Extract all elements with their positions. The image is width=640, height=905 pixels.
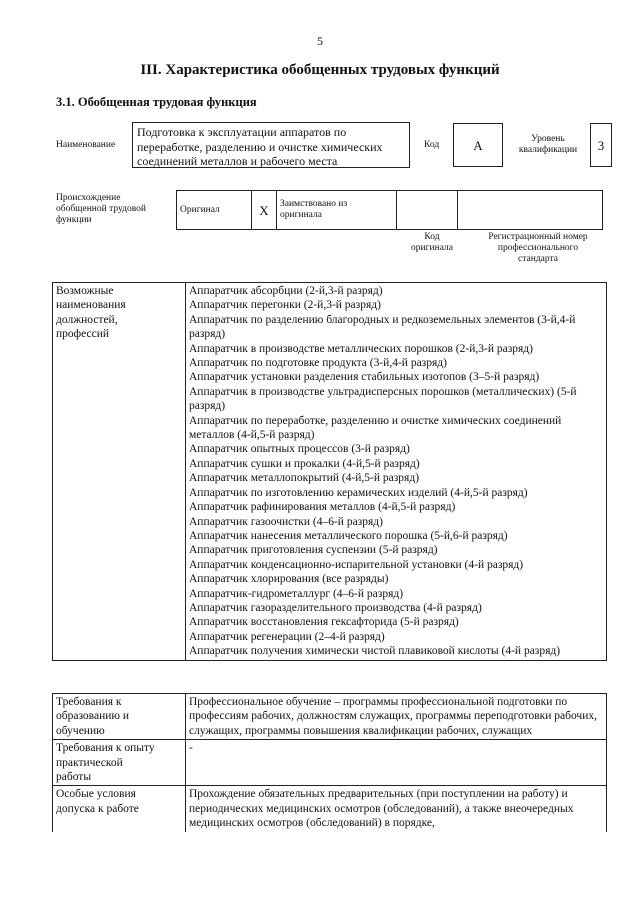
list-item: Аппаратчик по изготовлению керамических изделий (4-й,5-й разряд) — [189, 486, 528, 499]
list-item: Аппаратчик по переработке, разделению и очистке химических соединений металлов (4-й,5-й разряд) — [189, 414, 562, 442]
reg-number-caption: Регистрационный номер профессионального стандарта — [488, 232, 588, 264]
education-value: Профессиональное обучение – программы профессиональной подготовки по профессиям рабочих, должностям служащих, программы переподготовки рабочих, служащих, программы повышения квалификации рабочих, служащих — [186, 694, 607, 740]
original-mark: X — [252, 191, 277, 230]
code-original-cell — [397, 191, 458, 230]
original-label: Оригинал — [177, 191, 252, 230]
positions-label: Возможные наименования должностей, профессий — [53, 283, 186, 661]
name-value-box — [132, 122, 410, 168]
subsection-title: 3.1. Обобщенная трудовая функция — [56, 95, 257, 109]
name-value-line: переработке, разделению и очистке химических — [137, 139, 383, 154]
name-value-line: Подготовка к эксплуатации аппаратов по — [137, 125, 347, 139]
list-item: Аппаратчик восстановления гексафторида (5-й разряд) — [189, 616, 459, 629]
section-title: III. Характеристика обобщенных трудовых функций — [140, 62, 500, 78]
list-item: Аппаратчик установки разделения стабильных изотопов (3–5-й разряд) — [189, 371, 540, 384]
list-item: Аппаратчик металлопокрытий (4-й,5-й разряд) — [189, 472, 420, 485]
list-item: Аппаратчик газоочистки (4–6-й разряд) — [189, 515, 383, 528]
code-original-caption: Код оригинала — [411, 232, 453, 253]
code-value: А — [453, 123, 503, 167]
list-item: Аппаратчик в производстве металлических порошков (2-й,3-й разряд) — [189, 342, 533, 355]
origin-label: Происхождение обобщенной трудовой функции — [56, 193, 146, 225]
code-label: Код — [424, 140, 440, 150]
conditions-label: Особые условия допуска к работе — [53, 786, 186, 832]
page-number: 5 — [317, 34, 323, 48]
list-item: Аппаратчик сушки и прокалки (4-й,5-й разряд) — [189, 457, 420, 470]
list-item: Аппаратчик получения химически чистой плавиковой кислоты (4-й разряд) — [189, 645, 561, 658]
reg-number-cell — [458, 191, 603, 230]
list-item: Аппаратчик-гидрометаллург (4–6-й разряд) — [189, 587, 404, 600]
list-item: Аппаратчик перегонки (2-й,3-й разряд) — [189, 299, 381, 312]
list-item: Аппаратчик приготовления суспензии (5-й разряд) — [189, 544, 438, 557]
list-item: Аппаратчик нанесения металлического порошка (5-й,6-й разряд) — [189, 529, 508, 542]
experience-label: Требования к опыту практической работы — [53, 740, 186, 786]
list-item: Аппаратчик конденсационно-испарительной установки (4-й разряд) — [189, 558, 524, 571]
origin-table — [176, 190, 603, 230]
education-label: Требования к образованию и обучению — [53, 694, 186, 740]
level-value: 3 — [590, 123, 612, 167]
conditions-value: Прохождение обязательных предварительных (при поступлении на работу) и периодических медицинских осмотров (обследований), а также внеочередных медицинских осмотров (обследований) в порядке, — [186, 786, 607, 832]
level-label: Уровень квалификации — [518, 134, 578, 155]
list-item: Аппаратчик по разделению благородных и редкоземельных элементов (3-й,4-й разряд) — [189, 313, 576, 341]
positions-table — [52, 282, 607, 661]
list-item: Аппаратчик регенерации (2–4-й разряд) — [189, 630, 385, 643]
list-item: Аппаратчик по подготовке продукта (3-й,4-й разряд) — [189, 357, 447, 370]
name-value-line: соединений металлов и рабочего места — [137, 154, 338, 168]
requirements-table — [52, 693, 607, 832]
borrowed-label: Заимствовано из оригинала — [277, 191, 397, 230]
list-item: Аппаратчик опытных процессов (3-й разряд) — [189, 443, 410, 456]
list-item: Аппаратчик рафинирования металлов (4-й,5-й разряд) — [189, 501, 456, 514]
list-item: Аппаратчик газоразделительного производства (4-й разряд) — [189, 601, 482, 614]
experience-value: - — [186, 740, 607, 786]
list-item: Аппаратчик хлорирования (все разряды) — [189, 573, 389, 586]
positions-list — [186, 283, 607, 661]
name-label: Наименование — [56, 140, 116, 150]
list-item: Аппаратчик в производстве ультрадисперсных порошков (металлических) (5-й разряд) — [189, 385, 577, 413]
list-item: Аппаратчик абсорбции (2-й,3-й разряд) — [189, 285, 383, 297]
